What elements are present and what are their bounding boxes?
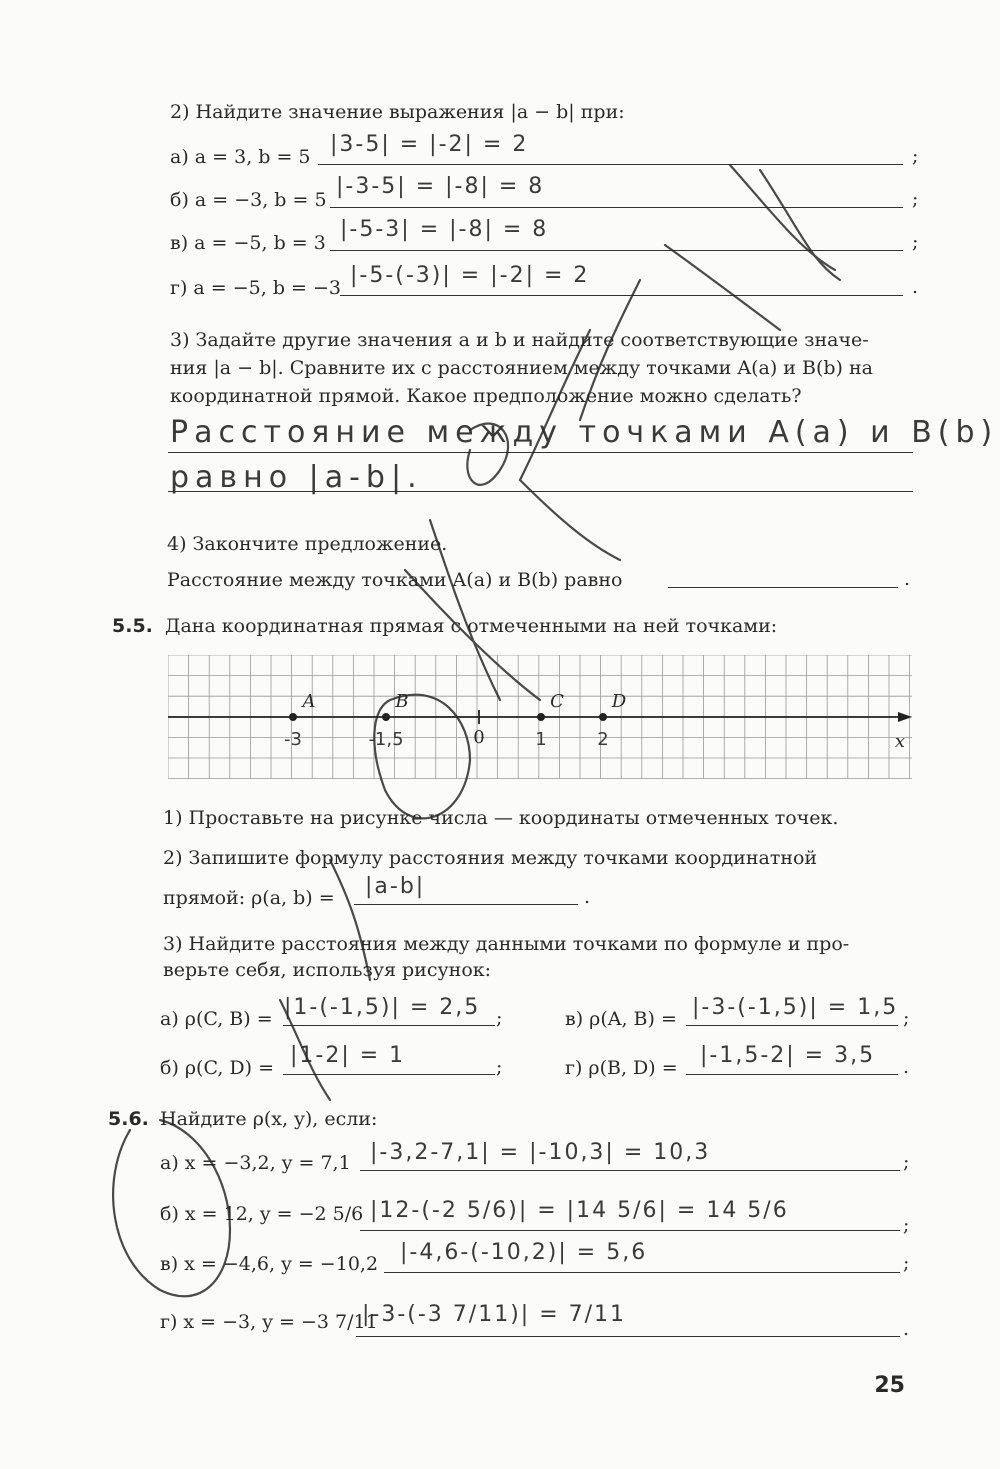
origin-label: 0	[473, 727, 485, 748]
punctuation: ;	[903, 1214, 910, 1236]
task56-item-v-answer[interactable]: |-4,6-(-10,2)| = 5,6	[400, 1240, 648, 1265]
answer-line[interactable]	[668, 587, 898, 588]
point-coordinate-B: -1,5	[368, 729, 404, 750]
punctuation: ;	[912, 188, 919, 210]
answer-line	[360, 1170, 900, 1171]
task55-q3-line1: 3) Найдите расстояния между данными точками по формуле и про-	[163, 933, 850, 955]
punctuation: .	[584, 886, 591, 908]
point-label-B: B	[395, 691, 409, 712]
punctuation: .	[903, 1318, 910, 1340]
punctuation: ;	[903, 1151, 910, 1173]
point-A	[289, 713, 297, 721]
task-number: 5.5.	[112, 615, 153, 637]
task55-q3-g-label: г) ρ(B, D) =	[565, 1057, 678, 1079]
point-D	[599, 713, 607, 721]
answer-line	[356, 1336, 900, 1337]
task55-q1: 1) Проставьте на рисунке числа — координаты отмеченных точек.	[163, 807, 839, 829]
point-label-C: C	[550, 691, 564, 712]
part2-item-g-label: г) a = −5, b = −3	[170, 277, 341, 299]
punctuation: ;	[912, 231, 919, 253]
answer-line	[686, 1074, 898, 1075]
task55-q3-b-label: б) ρ(C, D) =	[160, 1057, 275, 1079]
task55-q3-b-answer[interactable]: |1-2| = 1	[290, 1043, 406, 1068]
part2-item-a-label: а) a = 3, b = 5	[170, 146, 311, 168]
task56-text: Найдите ρ(x, y), если:	[160, 1108, 378, 1130]
punctuation: ;	[496, 1007, 503, 1029]
part3-line2: ния |a − b|. Сравните их с расстоянием между точками A(a) и B(b) на	[170, 357, 873, 379]
point-coordinate-A: -3	[284, 729, 302, 750]
answer-line	[384, 1272, 900, 1273]
task55-q3-v-answer[interactable]: |-3-(-1,5)| = 1,5	[692, 995, 899, 1020]
point-coordinate-C: 1	[535, 729, 547, 750]
answer-line	[686, 1025, 898, 1026]
part2-item-v-answer[interactable]: |-5-3| = |-8| = 8	[340, 217, 549, 242]
task55-q3-a-label: а) ρ(C, B) =	[160, 1008, 273, 1030]
punctuation: .	[903, 1056, 910, 1078]
task55-q2-line2: прямой: ρ(a, b) =	[163, 887, 335, 909]
punctuation: .	[904, 568, 911, 590]
task56-item-v-label: в) x = −4,6, y = −10,2	[160, 1253, 379, 1275]
task55-q3-line2: верьте себя, используя рисунок:	[163, 959, 492, 981]
page-number: 25	[874, 1373, 905, 1398]
part3-answer-line2[interactable]: равно |a-b|.	[170, 460, 423, 495]
task55-q3-a-answer[interactable]: |1-(-1,5)| = 2,5	[284, 995, 481, 1020]
task55-q2-line1: 2) Запишите формулу расстояния между точками координатной	[163, 847, 818, 869]
part2-item-b-answer[interactable]: |-3-5| = |-8| = 8	[336, 174, 545, 199]
part4-sentence: Расстояние между точками A(a) и B(b) равно	[167, 569, 623, 591]
point-label-A: A	[302, 691, 316, 712]
part3-answer-line1[interactable]: Расстояние между точками A(a) и B(b)	[170, 415, 999, 450]
answer-line	[340, 295, 903, 296]
punctuation: ;	[912, 145, 919, 167]
answer-line	[330, 207, 903, 208]
task55-q2-answer[interactable]: |a-b|	[365, 874, 426, 899]
task56-item-g-answer[interactable]: |-3-(-3 7/11)| = 7/11	[362, 1302, 627, 1327]
point-B	[382, 713, 390, 721]
task56-item-b-label: б) x = 12, y = −2 5/6	[160, 1203, 364, 1225]
answer-line	[360, 1230, 900, 1231]
task56-item-a-answer[interactable]: |-3,2-7,1| = |-10,3| = 10,3	[370, 1140, 711, 1165]
part4-heading: 4) Закончите предложение.	[167, 533, 448, 555]
punctuation: .	[912, 276, 919, 298]
part2-item-v-label: в) a = −5, b = 3	[170, 232, 326, 254]
part2-item-g-answer[interactable]: |-5-(-3)| = |-2| = 2	[350, 263, 590, 288]
task56-item-b-answer[interactable]: |12-(-2 5/6)| = |14 5/6| = 14 5/6	[370, 1198, 789, 1223]
punctuation: ;	[903, 1252, 910, 1274]
axis-label: x	[894, 731, 906, 752]
task55-q3-v-label: в) ρ(A, B) =	[565, 1008, 677, 1030]
task55-text: Дана координатная прямая с отмеченными на ней точками:	[165, 615, 778, 637]
task56-item-g-label: г) x = −3, y = −3 7/11	[160, 1311, 378, 1333]
task55-q3-g-answer[interactable]: |-1,5-2| = 3,5	[700, 1043, 876, 1068]
punctuation: ;	[903, 1007, 910, 1029]
part2-item-a-answer[interactable]: |3-5| = |-2| = 2	[330, 132, 529, 157]
answer-line	[168, 491, 913, 492]
answer-line	[354, 904, 578, 905]
coordinate-line-figure	[168, 655, 912, 779]
part2-item-b-label: б) a = −3, b = 5	[170, 189, 327, 211]
point-C	[537, 713, 545, 721]
point-coordinate-D: 2	[597, 729, 609, 750]
answer-line	[283, 1074, 495, 1075]
task56-item-a-label: а) x = −3,2, y = 7,1	[160, 1152, 351, 1174]
point-label-D: D	[611, 691, 627, 712]
punctuation: ;	[496, 1056, 503, 1078]
answer-line	[283, 1025, 495, 1026]
part3-line3: координатной прямой. Какое предположение можно сделать?	[170, 385, 802, 407]
answer-line	[330, 250, 903, 251]
task-number: 5.6.	[108, 1108, 149, 1130]
part3-line1: 3) Задайте другие значения a и b и найдите соответствующие значе-	[170, 329, 869, 351]
part2-heading: 2) Найдите значение выражения |a − b| при:	[170, 101, 625, 123]
answer-line	[318, 164, 903, 165]
answer-line	[168, 452, 913, 453]
